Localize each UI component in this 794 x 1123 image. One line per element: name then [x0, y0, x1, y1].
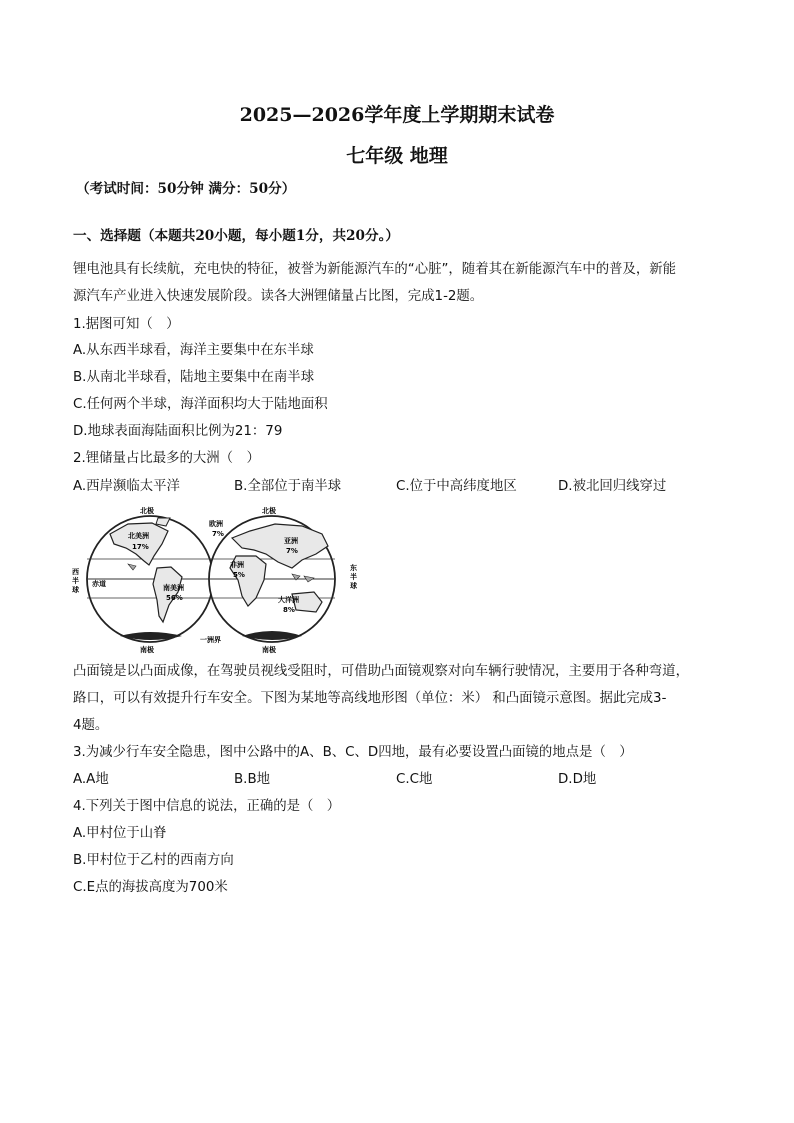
east-side-label-3: 球: [350, 582, 357, 590]
question-3-option-d[interactable]: D.D地: [558, 772, 597, 787]
question-4-option-c[interactable]: C.E点的海拔高度为700米: [73, 880, 228, 895]
north-america-pct: 17%: [132, 543, 149, 551]
question-1-option-b[interactable]: B.从南北半球看，陆地主要集中在南半球: [73, 370, 315, 385]
section-heading: 一、选择题（本题共20小题，每小题1分，共20分。）: [73, 228, 399, 244]
east-side-label-2: 半: [350, 573, 357, 581]
asia-pct: 7%: [286, 547, 298, 555]
question-1-option-c[interactable]: C.任何两个半球，海洋面积均大于陆地面积: [73, 397, 328, 412]
europe-pct: 7%: [212, 530, 224, 538]
question-1-option-a[interactable]: A.从东西半球看，海洋主要集中在东半球: [73, 343, 314, 358]
intro2-line-2: 路口，可以有效提升行车安全。下图为某地等高线地形图（单位：米） 和凸面镜示意图。据此完成3-: [73, 691, 667, 706]
question-4-stem: 4.下列关于图中信息的说法，正确的是（ ）: [73, 799, 341, 814]
africa-label: 非洲: [230, 561, 244, 569]
question-3-option-b[interactable]: B.B地: [234, 772, 271, 787]
world-legend-label: 一洲界: [200, 636, 221, 644]
intro2-line-1: 凸面镜是以凸面成像，在驾驶员视线受阻时，可借助凸面镜观察对向车辆行驶情况，主要用于各种弯道，: [73, 664, 689, 679]
east-north-pole-label: 北极: [262, 507, 276, 515]
question-2-option-c[interactable]: C.位于中高纬度地区: [396, 479, 517, 494]
question-4-option-b[interactable]: B.甲村位于乙村的西南方向: [73, 853, 234, 868]
question-4-option-a[interactable]: A.甲村位于山脊: [73, 826, 167, 841]
west-side-label-2: 半: [72, 577, 79, 585]
exam-subtitle: 七年级 地理: [346, 145, 448, 167]
question-3-option-c[interactable]: C.C地: [396, 772, 433, 787]
question-2-stem: 2.锂储量占比最多的大洲（ ）: [73, 451, 260, 466]
oceania-pct: 8%: [283, 606, 295, 614]
question-3-option-a[interactable]: A.A地: [73, 772, 109, 787]
europe-label: 欧洲: [209, 520, 223, 528]
intro2-line-3: 4题。: [73, 718, 109, 733]
south-america-pct: 56%: [166, 594, 183, 602]
west-side-label-1: 西: [72, 568, 79, 576]
question-1-stem: 1.据图可知（ ）: [73, 317, 180, 332]
exam-title: 2025—2026学年度上学期期末试卷: [239, 104, 555, 126]
question-2-option-b[interactable]: B.全部位于南半球: [234, 479, 342, 494]
intro-line-2: 源汽车产业进入快速发展阶段。读各大洲锂储量占比图，完成1-2题。: [73, 289, 484, 304]
western-hemisphere: [72, 506, 213, 654]
exam-info: （考试时间：50分钟 满分：50分）: [76, 181, 296, 197]
west-south-pole-label: 南极: [140, 646, 154, 654]
question-3-stem: 3.为减少行车安全隐患，图中公路中的A、B、C、D四地，最有必要设置凸面镜的地点是（ ）: [73, 745, 633, 760]
west-side-label-3: 球: [72, 586, 79, 594]
south-america-label: 南美洲: [163, 584, 184, 592]
eastern-hemisphere: [209, 506, 357, 654]
north-america-label: 北美洲: [128, 532, 149, 540]
east-side-label-1: 东: [350, 564, 357, 572]
asia-label: 亚洲: [284, 537, 298, 545]
question-1-option-d[interactable]: D.地球表面海陆面积比例为21：79: [73, 424, 283, 439]
question-2-option-a[interactable]: A.西岸濒临太平洋: [73, 479, 180, 494]
hemisphere-lithium-map: [70, 504, 360, 654]
west-north-pole-label: 北极: [140, 507, 154, 515]
intro-line-1: 锂电池具有长续航，充电快的特征，被誉为新能源汽车的“心脏”，随着其在新能源汽车中的普及，新能: [73, 262, 677, 277]
africa-pct: 5%: [233, 571, 245, 579]
question-2-option-d[interactable]: D.被北回归线穿过: [558, 479, 667, 494]
west-equator-label: 赤道: [92, 580, 106, 588]
oceania-label: 大洋洲: [278, 596, 299, 604]
east-south-pole-label: 南极: [262, 646, 276, 654]
